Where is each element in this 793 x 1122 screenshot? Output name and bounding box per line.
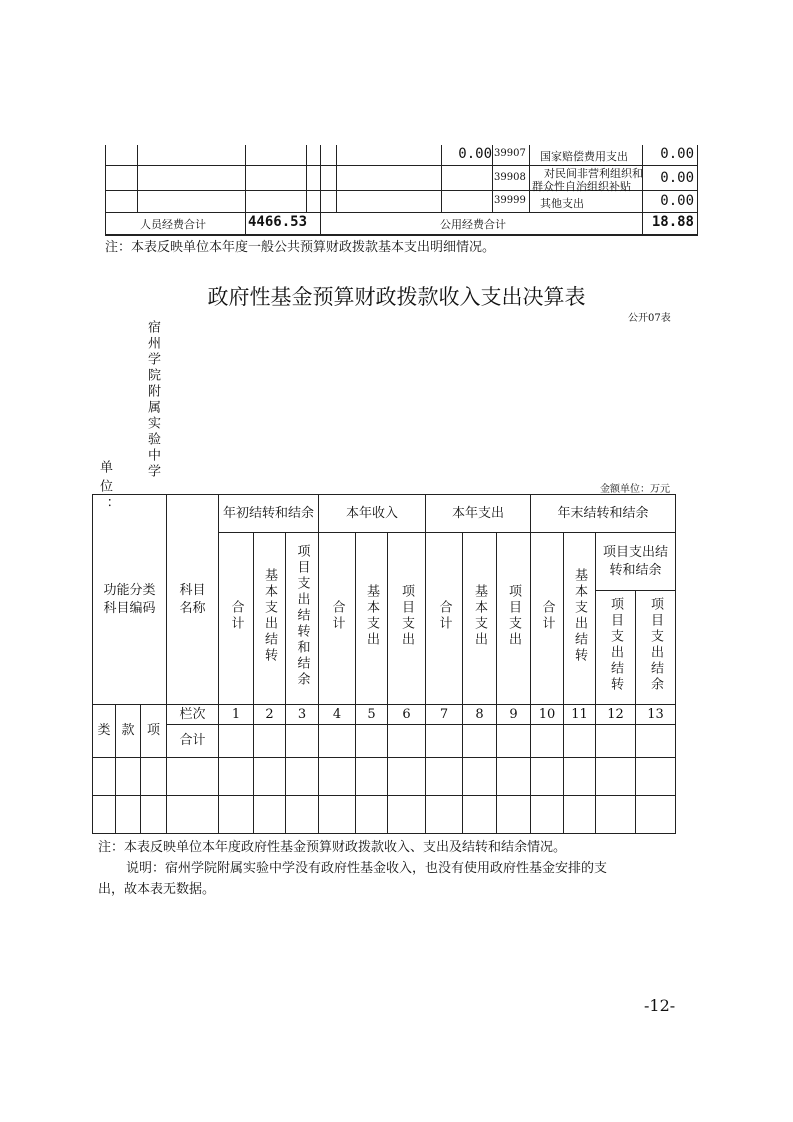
table-cell [388, 725, 426, 758]
form-code: 公开07表 [628, 313, 671, 324]
public-total-value: 18.88 [651, 214, 694, 230]
col-num: 10 [531, 705, 564, 725]
table-cell [319, 725, 356, 758]
sub-project-expense: 项目支出 [497, 533, 531, 705]
row3-name: 其他支出 [540, 197, 584, 210]
table-cell [219, 725, 254, 758]
col-num: 3 [286, 705, 319, 725]
row-total: 合计 [167, 725, 219, 758]
fund-table [92, 494, 676, 834]
table-cell [531, 725, 564, 758]
col-num: 9 [497, 705, 531, 725]
col-kuan: 款 [116, 705, 141, 758]
col-num: 2 [254, 705, 286, 725]
group-income: 本年收入 [319, 495, 426, 533]
col-num: 7 [426, 705, 463, 725]
sub-total-expense: 合计 [426, 533, 463, 705]
table-cell [636, 725, 676, 758]
row3-amount-right: 0.00 [660, 193, 694, 209]
row1-code: 39907 [494, 148, 526, 159]
sub-basic-carry-end: 基本支出结转 [564, 533, 596, 705]
sub-total-income: 合计 [319, 533, 356, 705]
col-num: 12 [596, 705, 636, 725]
table-cell [596, 725, 636, 758]
table-cell [356, 725, 388, 758]
table-cell [497, 725, 531, 758]
group-expense: 本年支出 [426, 495, 531, 533]
table-cell [254, 725, 286, 758]
row3-code: 39999 [494, 195, 526, 206]
row2-name-line2: 群众性自治组织补贴 [532, 180, 631, 193]
col-num: 13 [636, 705, 676, 725]
col-num: 4 [319, 705, 356, 725]
table-cell [286, 725, 319, 758]
col-num: 1 [219, 705, 254, 725]
sub-project-end: 项目支出结转和结余 [596, 533, 676, 591]
note-top: 注：本表反映单位本年度一般公共预算财政拨款基本支出明细情况。 [105, 240, 496, 255]
explanation-line1: 说明：宿州学院附属实验中学没有政府性基金收入，也没有使用政府性基金安排的支 [126, 861, 608, 876]
sub-basic-carry-begin: 基本支出结转 [254, 533, 286, 705]
row1-amount-right: 0.00 [660, 146, 694, 162]
sub-basic-income: 基本支出 [356, 533, 388, 705]
col-function-code: 功能分类科目编码 [93, 495, 167, 705]
col-num: 8 [463, 705, 497, 725]
col-lei: 类 [93, 705, 116, 758]
table-row [93, 796, 676, 834]
group-begin: 年初结转和结余 [219, 495, 319, 533]
row1-amount-left: 0.00 [458, 146, 492, 162]
table-cell [463, 725, 497, 758]
col-num: 11 [564, 705, 596, 725]
sub-project-income: 项目支出 [388, 533, 426, 705]
sub-project-carry-end: 项目支出结转 [596, 591, 636, 705]
unit-name: 宿州学院附属实验中学 [145, 320, 160, 480]
col-num: 5 [356, 705, 388, 725]
sub-total-begin: 合计 [219, 533, 254, 705]
col-num: 6 [388, 705, 426, 725]
sub-basic-expense: 基本支出 [463, 533, 497, 705]
table-cell [564, 725, 596, 758]
page-number: -12- [644, 996, 676, 1015]
table-cell [426, 725, 463, 758]
sub-project-surplus-end: 项目支出结余 [636, 591, 676, 705]
personnel-total-value: 4466.53 [248, 214, 308, 230]
unit-label: 单位： [97, 460, 112, 517]
sub-project-carry-surplus-begin: 项目支出结转和结余 [286, 533, 319, 705]
row2-name-line1: 对民间非营利组织和 [544, 167, 643, 180]
amount-unit: 金额单位：万元 [600, 484, 670, 495]
col-xiang: 项 [141, 705, 167, 758]
row-col-index: 栏次 [167, 705, 219, 725]
personnel-total-label: 人员经费合计 [140, 218, 206, 231]
note-bottom: 注：本表反映单位本年度政府性基金预算财政拨款收入、支出及结转和结余情况。 [98, 840, 567, 855]
explanation-line2: 出，故本表无数据。 [98, 882, 216, 897]
public-total-label: 公用经费合计 [440, 218, 506, 231]
page-title: 政府性基金预算财政拨款收入支出决算表 [207, 285, 586, 309]
sub-total-end: 合计 [531, 533, 564, 705]
row2-amount-right: 0.00 [660, 170, 694, 186]
row1-name: 国家赔偿费用支出 [540, 150, 628, 163]
group-end: 年末结转和结余 [531, 495, 676, 533]
row2-code: 39908 [494, 172, 526, 183]
table-row [93, 758, 676, 796]
col-subject-name: 科目名称 [167, 495, 219, 705]
